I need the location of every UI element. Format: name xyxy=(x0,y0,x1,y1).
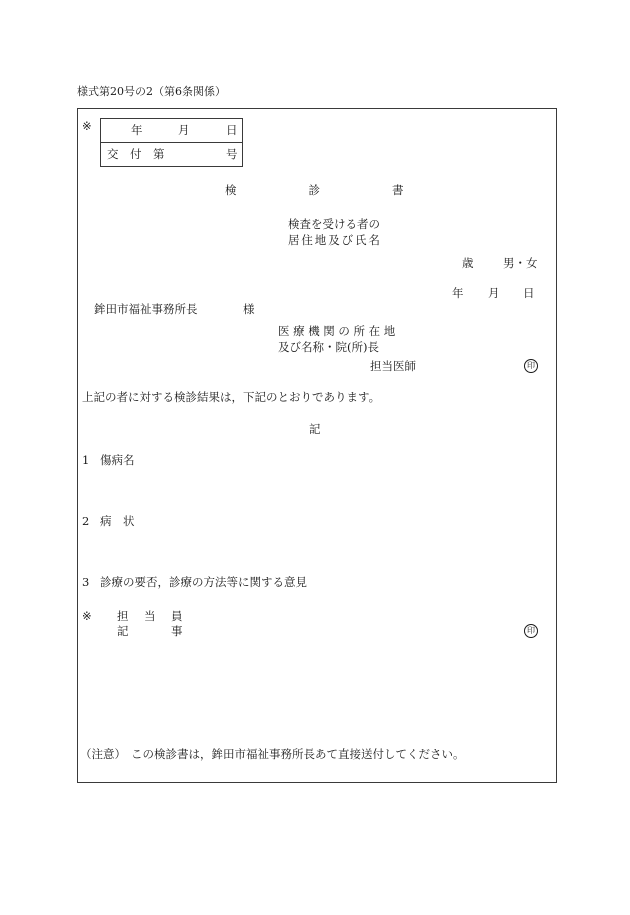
item-label-condition: 病 状 xyxy=(100,514,135,528)
age-unit-label: 歳 xyxy=(462,256,474,270)
issue-reference-mark: ※ xyxy=(82,119,92,133)
staff-seal-mark xyxy=(524,624,538,638)
item-number: 1 xyxy=(82,453,90,467)
date-year-label: 年 xyxy=(452,286,464,300)
staff-seal-text: 印 xyxy=(527,626,535,635)
date-day-label: 日 xyxy=(523,286,535,300)
document-title: 検診書 xyxy=(225,183,476,197)
doctor-seal-text: 印 xyxy=(527,361,535,370)
date-month-label: 月 xyxy=(488,286,500,300)
issue-month-label: 月 xyxy=(178,123,190,137)
addressee-name: 鉾田市福祉事務所長 xyxy=(94,302,198,316)
result-statement: 上記の者に対する検診結果は，下記のとおりであります。 xyxy=(82,390,381,404)
item-label-diagnosis: 傷病名 xyxy=(100,453,135,467)
item-number: 2 xyxy=(82,514,90,528)
form-number-label: 様式第20号の2（第6条関係） xyxy=(77,85,226,98)
doctor-label: 担当医師 xyxy=(370,359,416,373)
issue-number-suffix: 号 xyxy=(226,147,238,161)
issue-number-label: 交付第 xyxy=(107,147,176,161)
issue-day-label: 日 xyxy=(226,123,238,137)
staff-label-line2: 記事 xyxy=(117,624,225,638)
form-frame xyxy=(77,108,557,783)
sex-options-label: 男・女 xyxy=(503,256,538,270)
addressee-honorific: 様 xyxy=(243,302,255,316)
note-text: この検診書は，鉾田市福祉事務所長あて直接送付してください。 xyxy=(131,747,465,761)
issue-box-divider xyxy=(101,142,242,143)
institution-label-line2: 及び名称・院(所)長 xyxy=(278,340,379,354)
doctor-seal-mark xyxy=(524,359,538,373)
issue-year-label: 年 xyxy=(131,123,143,137)
note-label: （注意） xyxy=(80,747,126,761)
item-label-opinion: 診療の要否，診療の方法等に関する意見 xyxy=(100,575,307,589)
examinee-label-line1: 検査を受ける者の xyxy=(288,217,380,231)
institution-label-line1: 医療機関の所在地 xyxy=(278,324,399,338)
item-number: 3 xyxy=(82,575,90,589)
staff-label-line1: 担当員 xyxy=(117,609,198,623)
staff-reference-mark: ※ xyxy=(82,609,92,623)
record-heading: 記 xyxy=(309,422,321,436)
examinee-label-line2: 居住地及び氏名 xyxy=(288,233,382,247)
